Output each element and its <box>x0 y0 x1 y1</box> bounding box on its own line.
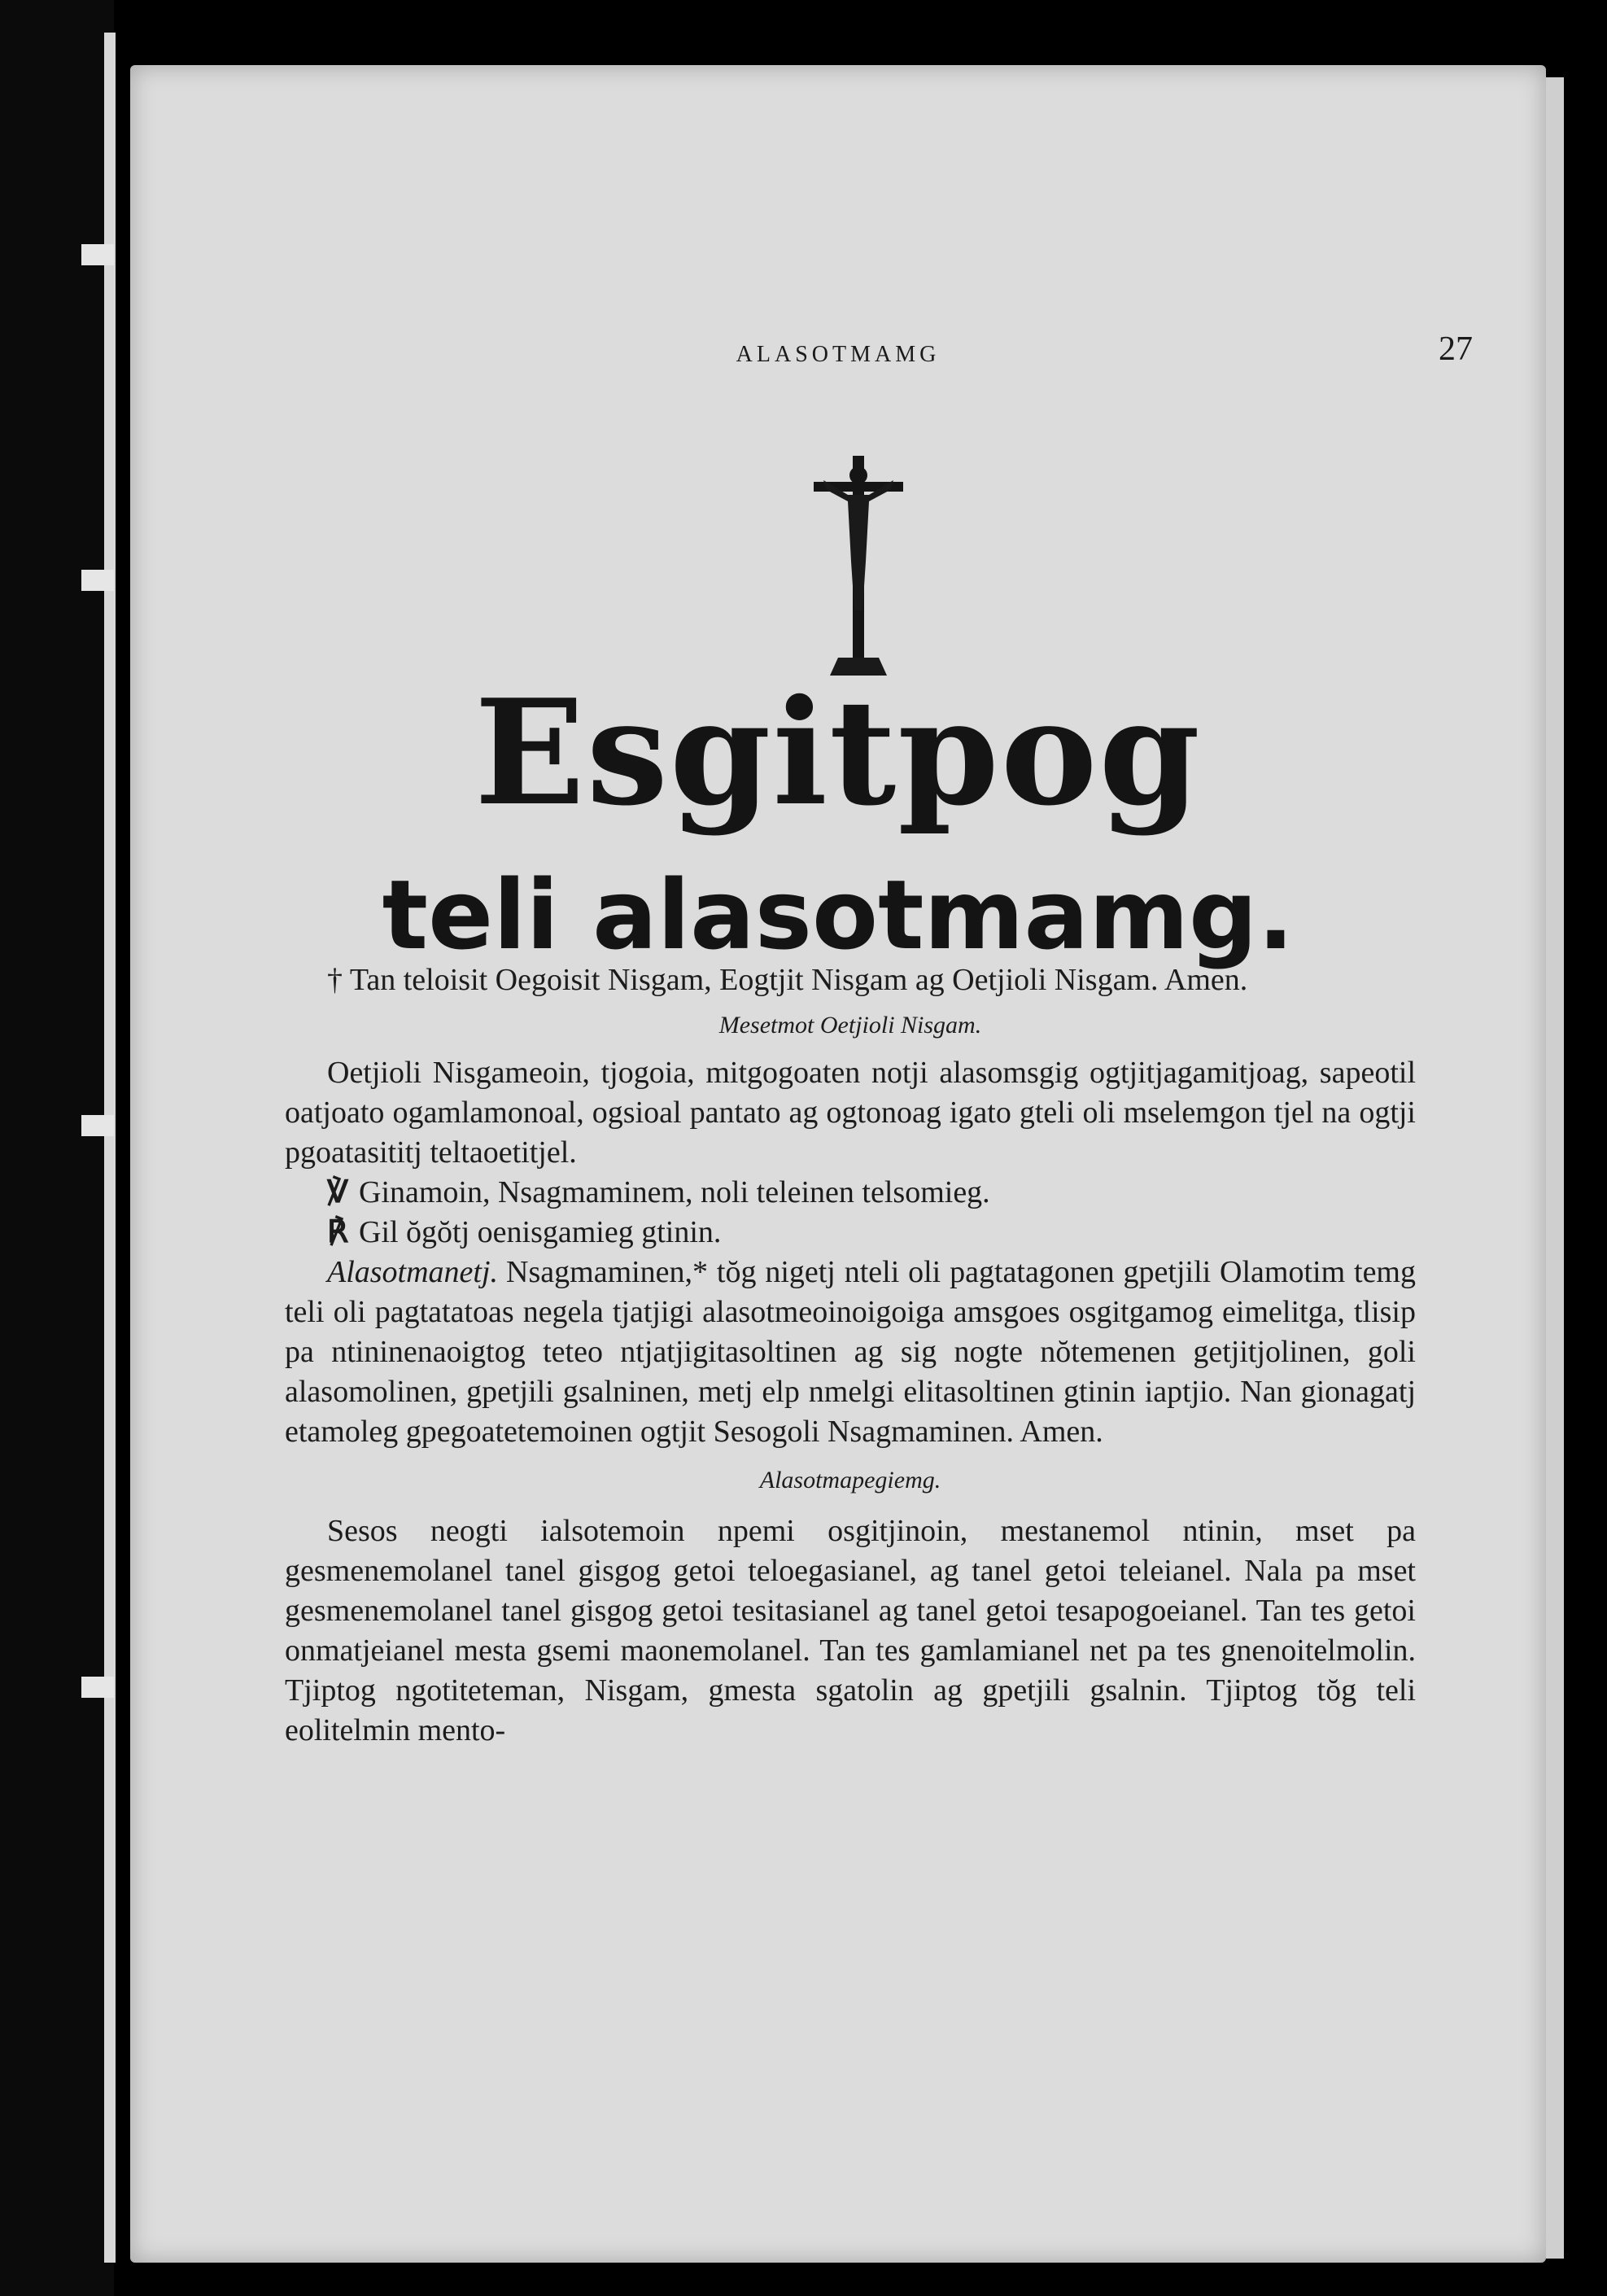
versicle-text: Ginamoin, Nsagmaminem, noli teleinen telsomieg. <box>359 1175 990 1209</box>
versicle-marker: ℣ <box>327 1175 347 1209</box>
section-caption: Mesetmot Oetjioli Nisgam. <box>718 1012 982 1039</box>
page-edge <box>1546 77 1564 2259</box>
response-marker: ℟ <box>327 1215 347 1249</box>
title-line-1: Esgitpog <box>474 667 1202 837</box>
binding-tick <box>81 570 114 591</box>
title-line-2: teli alasotmamg. <box>382 859 1295 971</box>
response-text: Gil ŏgŏtj oenisgamieg gtinin. <box>359 1215 722 1249</box>
crucifix-icon <box>806 448 911 684</box>
prayer-lead: Alasotmanetj. <box>327 1255 499 1289</box>
prayer-text: Nsagmaminen,* tŏg nigetj nteli oli pagtatagonen gpetjili Olamotim temg teli oli pagtatatoas negela tjatjigi alasotmeoinoigoiga amsgoes osgitgamog eimelitga, tlisip pa ntininenaoigtog teteo ntjatjigitasoltinen ag sig nogte nŏtemenen getjitjolinen, goli alasomolinen, gpetjili gsalninen, metj elp nmelgi elitasoltinen gtinin iaptjio. Nan gionagatj etamoleg gpegoatetemoinen ogtjit Sesogoli Nsagmaminen. Amen. <box>285 1255 1416 1449</box>
body-text-section-1 <box>285 960 1416 1751</box>
section-caption: Alasotmapegiemg. <box>759 1467 941 1493</box>
running-title: ALASOTMAMG <box>736 342 941 367</box>
response-line <box>285 1213 1416 1253</box>
binding-strip <box>0 0 114 2296</box>
paragraph: Oetjioli Nisgameoin, tjogoia, mitgogoaten notji alasomsgig ogtjitjagamitjoag, sapeotil oatjoato ogamlamonoal, ogsioal pantato ag ogtonoag igato gteli oli mselemgon tjel na ogtji pgoatasititj teltaoetitjel. <box>285 1056 1416 1170</box>
versicle-line <box>285 1173 1416 1213</box>
page-number: 27 <box>1439 330 1473 368</box>
binding-tick <box>81 1677 114 1698</box>
binding-edge <box>104 33 116 2263</box>
prayer-paragraph <box>285 1253 1416 1452</box>
binding-tick <box>81 1115 114 1136</box>
binding-tick <box>81 244 114 265</box>
paragraph: Sesos neogti ialsotemoin npemi osgitjinoin, mestanemol ntinin, mset pa gesmenemolanel tanel gisgog getoi teloegasianel, ag tanel getoi teleianel. Nala pa mset gesmenemolanel tanel gisgog getoi tesitasianel ag tanel getoi tesapogoeianel. Tan tes getoi onmatjeianel mesta gsemi maonemolanel. Tan tes gamlamianel net pa tes gnenoitelmolin. Tjiptog ngotiteteman, Nisgam, gmesta sgatolin ag gpetjili gsalnin. Tjiptog tŏg teli eolitelmin mento- <box>285 1514 1416 1747</box>
book-page <box>130 65 1546 2263</box>
invocation-paragraph: † Tan teloisit Oegoisit Nisgam, Eogtjit Nisgam ag Oetjioli Nisgam. Amen. <box>327 963 1248 997</box>
